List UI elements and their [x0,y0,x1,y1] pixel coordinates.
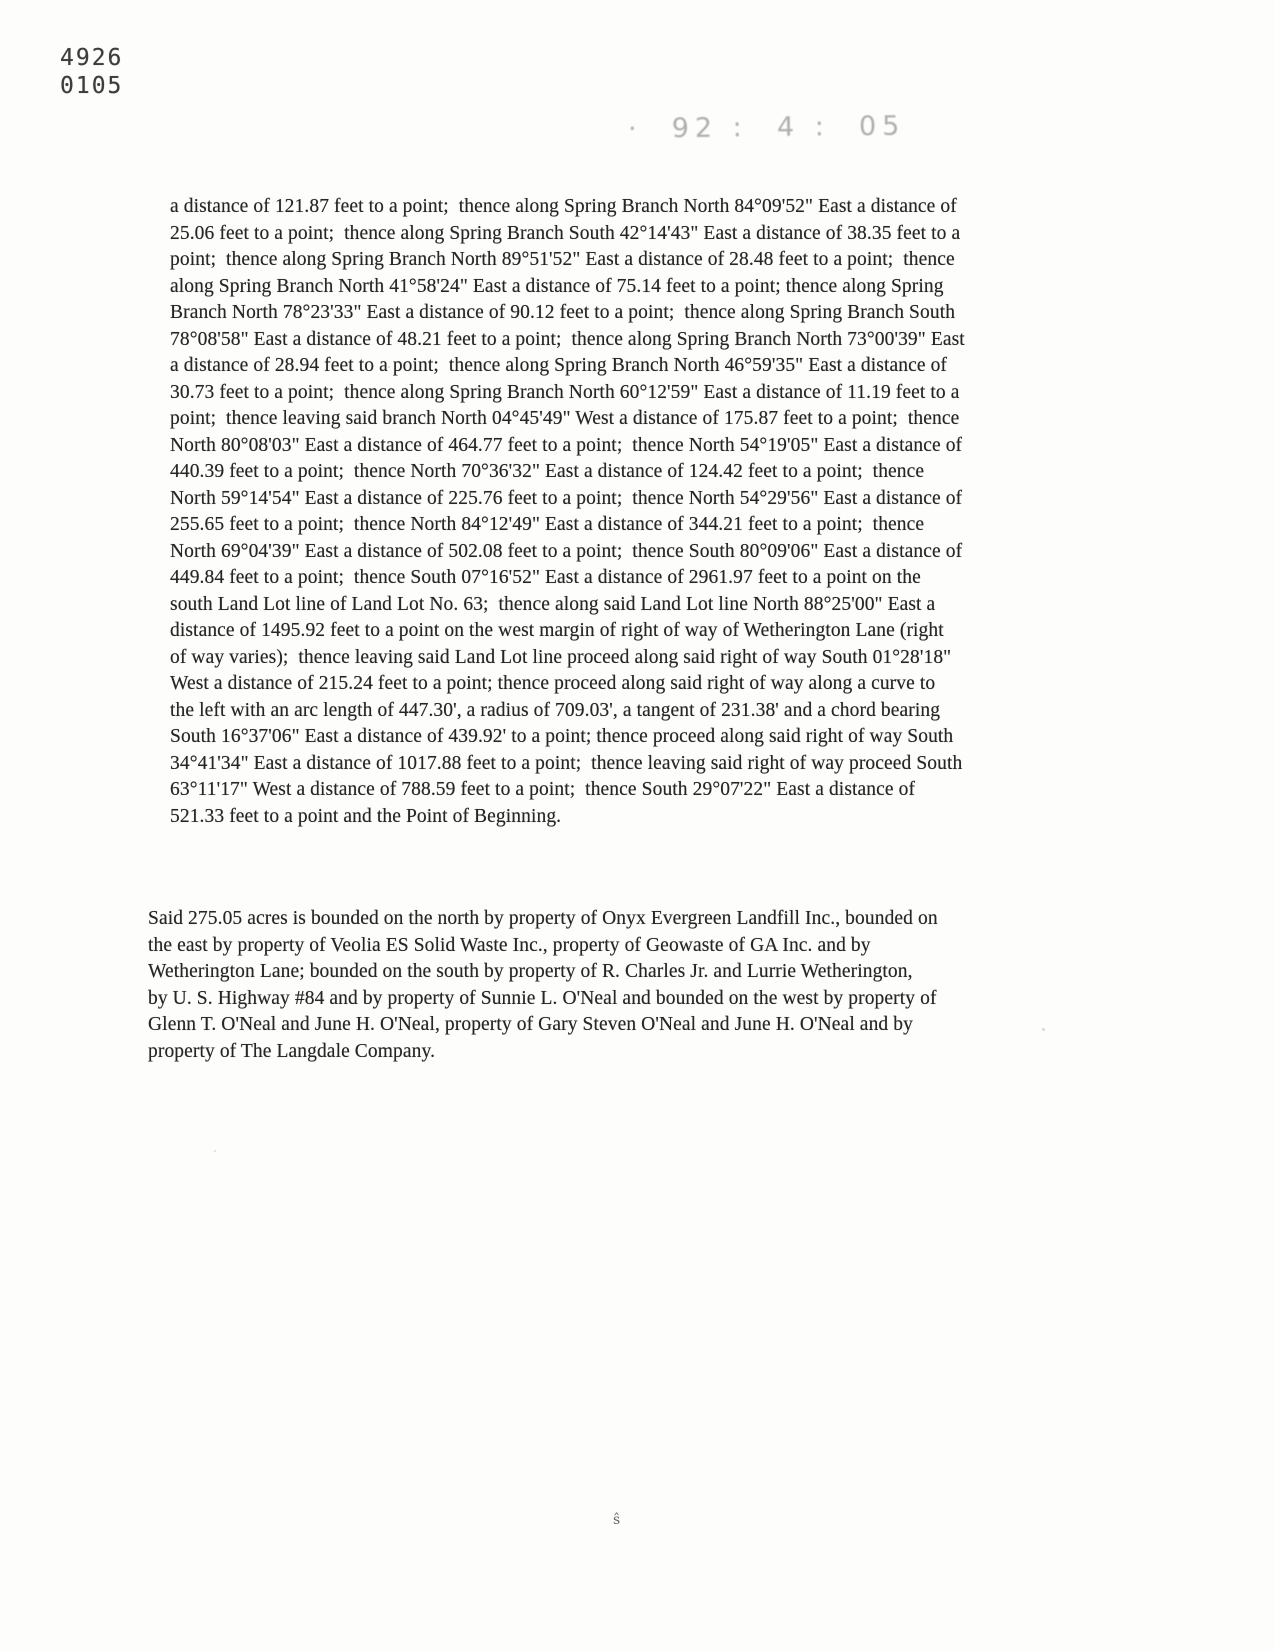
book-number: 4926 [60,45,124,71]
page-number: 0105 [60,73,124,99]
text-line: North 59°14'54" East a distance of 225.76 feet to a point; thence North 54°29'56" East a distance of [170,487,963,509]
text-line: 25.06 feet to a point; thence along Spring Branch South 42°14'43" East a distance of 38.35 feet to a [170,222,961,244]
text-line: by U. S. Highway #84 and by property of Sunnie L. O'Neal and bounded on the west by property of [148,987,937,1009]
text-line: 255.65 feet to a point; thence North 84°12'49" East a distance of 344.21 feet to a point; thence [170,514,925,535]
text-line: a distance of 28.94 feet to a point; thence along Spring Branch North 46°59'35" East a distance of [170,355,948,376]
text-line: West a distance of 215.24 feet to a point; thence proceed along said right of way along a curve to [170,673,936,694]
text-line: south Land Lot line of Land Lot No. 63; thence along said Land Lot line North 88°25'00" East a [170,593,936,615]
text-line: point; thence leaving said branch North 04°45'49" West a distance of 175.87 feet to a point; thence [170,408,960,429]
text-line: 63°11'17" West a distance of 788.59 feet to a point; thence South 29°07'22" East a distance of [170,779,916,800]
legal-description-paragraph [170,194,1110,830]
text-line: 521.33 feet to a point and the Point of Beginning. [170,805,562,827]
scan-speck [1042,1028,1045,1031]
text-line: North 80°08'03" East a distance of 464.77 feet to a point; thence North 54°19'05" East a distance of [170,434,963,456]
text-line: Glenn T. O'Neal and June H. O'Neal, property of Gary Steven O'Neal and June H. O'Neal and by [148,1014,913,1035]
text-line: of way varies); thence leaving said Land Lot line proceed along said right of way South 01°28'18" [170,646,952,668]
scan-artifact: ŝ [613,1512,621,1528]
text-line: Branch North 78°23'33" East a distance of 90.12 feet to a point; thence along Spring Branch South [170,302,956,323]
text-line: 440.39 feet to a point; thence North 70°36'32" East a distance of 124.42 feet to a point; thence [170,461,925,482]
text-line: North 69°04'39" East a distance of 502.08 feet to a point; thence South 80°09'06" East a distance of [170,540,963,562]
text-line: along Spring Branch North 41°58'24" East a distance of 75.14 feet to a point; thence along Spring [170,275,944,297]
text-line: a distance of 121.87 feet to a point; thence along Spring Branch North 84°09'52" East a distance of [170,196,957,217]
text-line: distance of 1495.92 feet to a point on the west margin of right of way of Wetherington Lane (right [170,620,944,641]
text-line: 78°08'58" East a distance of 48.21 feet to a point; thence along Spring Branch North 73°00'39" East [170,328,965,350]
text-line: 30.73 feet to a point; thence along Spring Branch North 60°12'59" East a distance of 11.19 feet to a [170,381,960,403]
text-line: point; thence along Spring Branch North 89°51'52" East a distance of 28.48 feet to a point; thence [170,249,955,270]
text-line: South 16°37'06" East a distance of 439.92' to a point; thence proceed along said right of way South [170,726,954,747]
scan-speck [214,1150,216,1152]
text-line: Said 275.05 acres is bounded on the north by property of Onyx Evergreen Landfill Inc., bounded on [148,908,938,929]
scan-speck [388,366,390,368]
text-line: the left with an arc length of 447.30', a radius of 709.03', a tangent of 231.38' and a chord bearing [170,699,941,721]
text-line: property of The Langdale Company. [148,1040,436,1062]
text-line: the east by property of Veolia ES Solid Waste Inc., property of Geowaste of GA Inc. and by [148,934,871,956]
faint-stamp: · 92 : 4 : 05 [627,110,906,145]
text-line: 449.84 feet to a point; thence South 07°16'52" East a distance of 2961.97 feet to a point on the [170,567,921,588]
margin-book-page-numbers [60,44,123,100]
text-line: 34°41'34" East a distance of 1017.88 feet to a point; thence leaving said right of way proceed South [170,752,963,774]
text-line: Wetherington Lane; bounded on the south by property of R. Charles Jr. and Lurrie Wetherington, [148,961,913,982]
boundary-description-paragraph [148,906,1098,1065]
